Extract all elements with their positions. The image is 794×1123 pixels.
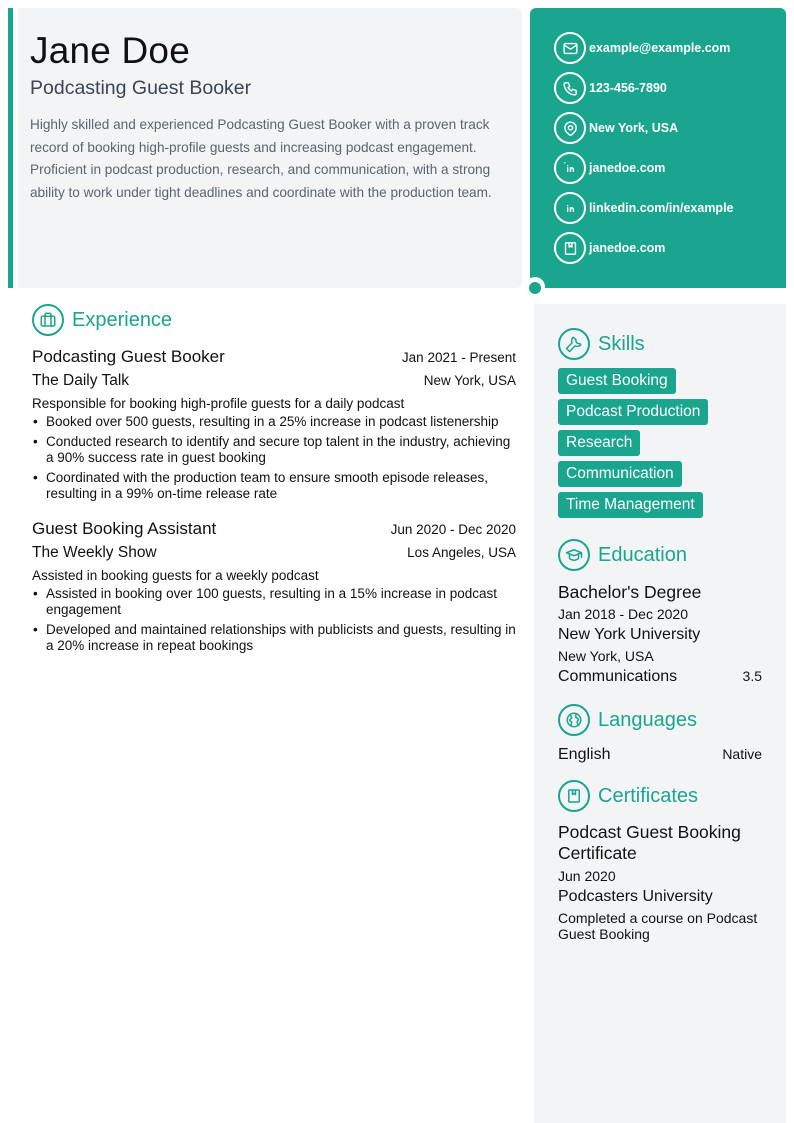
contact-linkedin-text: linkedin.com/in/example — [589, 201, 734, 215]
education-date: Jan 2018 - Dec 2020 — [558, 606, 688, 622]
skill-tag: Guest Booking — [558, 368, 676, 394]
experience-title: Experience — [72, 308, 173, 331]
job-description: Assisted in booking guests for a weekly podcast — [32, 568, 319, 583]
contact-portfolio-text: janedoe.com — [589, 241, 666, 255]
education-heading — [558, 539, 762, 571]
skill-tag: Research — [558, 430, 640, 456]
certificates-heading — [558, 780, 762, 812]
contact-location — [554, 112, 786, 144]
achievement-item: • Developed and maintained relationships with publicists and guests, resulting in a 20% increase in repeat bookings — [32, 622, 516, 654]
job-location: New York, USA — [423, 373, 516, 388]
education-section — [558, 539, 762, 688]
certificates-section — [558, 780, 762, 942]
graduation-cap-icon — [558, 539, 590, 571]
contact-email-text: example@example.com — [589, 41, 731, 55]
languages-title: Languages — [598, 708, 697, 731]
job-achievements — [32, 586, 516, 654]
sidebar-column — [534, 304, 786, 1123]
certificate-date: Jun 2020 — [558, 868, 616, 884]
experience-item — [32, 518, 516, 654]
location-icon — [554, 112, 586, 144]
skill-tag: Communication — [558, 461, 682, 487]
linkedin-icon — [554, 152, 586, 184]
certificate-icon — [558, 780, 590, 812]
languages-section — [558, 704, 762, 764]
certificate-org: Podcasters University — [558, 888, 713, 905]
job-date: Jan 2021 - Present — [401, 350, 516, 365]
portfolio-icon — [554, 232, 586, 264]
education-degree: Bachelor's Degree — [558, 582, 702, 602]
job-location: Los Angeles, USA — [407, 545, 516, 560]
contact-website-text: janedoe.com — [589, 161, 666, 175]
job-title: Podcasting Guest Booker — [32, 347, 225, 366]
education-location: New York, USA — [558, 648, 654, 664]
languages-heading — [558, 704, 762, 736]
job-date: Jun 2020 - Dec 2020 — [390, 522, 516, 537]
certificate-description: Completed a course on Podcast Guest Booking — [558, 910, 758, 942]
contact-portfolio[interactable] — [554, 232, 786, 264]
contact-location-text: New York, USA — [589, 121, 679, 135]
header-panel — [18, 8, 522, 288]
education-title: Education — [598, 543, 687, 566]
globe-icon — [558, 704, 590, 736]
briefcase-icon — [32, 304, 64, 336]
phone-icon — [554, 72, 586, 104]
contact-phone-text: 123-456-7890 — [589, 81, 667, 95]
contact-linkedin[interactable] — [554, 192, 786, 224]
job-company: The Weekly Show — [32, 544, 157, 561]
language-level: Native — [722, 746, 762, 762]
skill-tag: Time Management — [558, 492, 703, 518]
skills-heading — [558, 328, 762, 360]
experience-heading — [32, 304, 516, 336]
skill-tag: Podcast Production — [558, 399, 708, 425]
achievement-item: • Assisted in booking over 100 guests, resulting in a 15% increase in podcast engagement — [32, 586, 516, 618]
language-item — [558, 746, 762, 764]
education-school: New York University — [558, 626, 701, 643]
contact-panel — [530, 8, 786, 288]
linkedin-icon — [554, 192, 586, 224]
certificate-name: Podcast Guest Booking Certificate — [558, 822, 741, 863]
email-icon — [554, 32, 586, 64]
contact-email[interactable] — [554, 32, 786, 64]
education-field: Communications — [558, 668, 678, 685]
summary-text: Highly skilled and experienced Podcasting Guest Booker with a proven track record of booking high-profile guests and increasing podcast engagement. Proficient in podcast production, research, and communication, with a strong ability to work under tight deadlines and coordinate with the production team. — [30, 117, 492, 200]
main-column — [32, 304, 516, 658]
certificates-title: Certificates — [598, 784, 699, 807]
candidate-role: Podcasting Guest Booker — [30, 77, 252, 99]
job-company: The Daily Talk — [32, 372, 130, 389]
candidate-name: Jane Doe — [30, 30, 190, 71]
experience-item — [32, 346, 516, 502]
education-score: 3.5 — [742, 668, 762, 684]
job-description: Responsible for booking high-profile guests for a daily podcast — [32, 396, 405, 411]
connector-dot — [529, 282, 541, 294]
skills-title: Skills — [598, 332, 645, 355]
contact-phone[interactable] — [554, 72, 786, 104]
contact-website[interactable] — [554, 152, 786, 184]
achievement-item: • Booked over 500 guests, resulting in a 25% increase in podcast listenership — [32, 414, 516, 430]
job-title: Guest Booking Assistant — [32, 519, 217, 538]
job-achievements — [32, 414, 516, 502]
wrench-icon — [558, 328, 590, 360]
achievement-item: • Conducted research to identify and secure top talent in the industry, achieving a 90% success rate in guest booking — [32, 434, 516, 466]
language-name: English — [558, 746, 611, 763]
achievement-item: • Coordinated with the production team to ensure smooth episode releases, resulting in a 99% on-time release rate — [32, 470, 516, 502]
skill-list — [558, 368, 762, 523]
header-accent-bar — [8, 8, 13, 288]
